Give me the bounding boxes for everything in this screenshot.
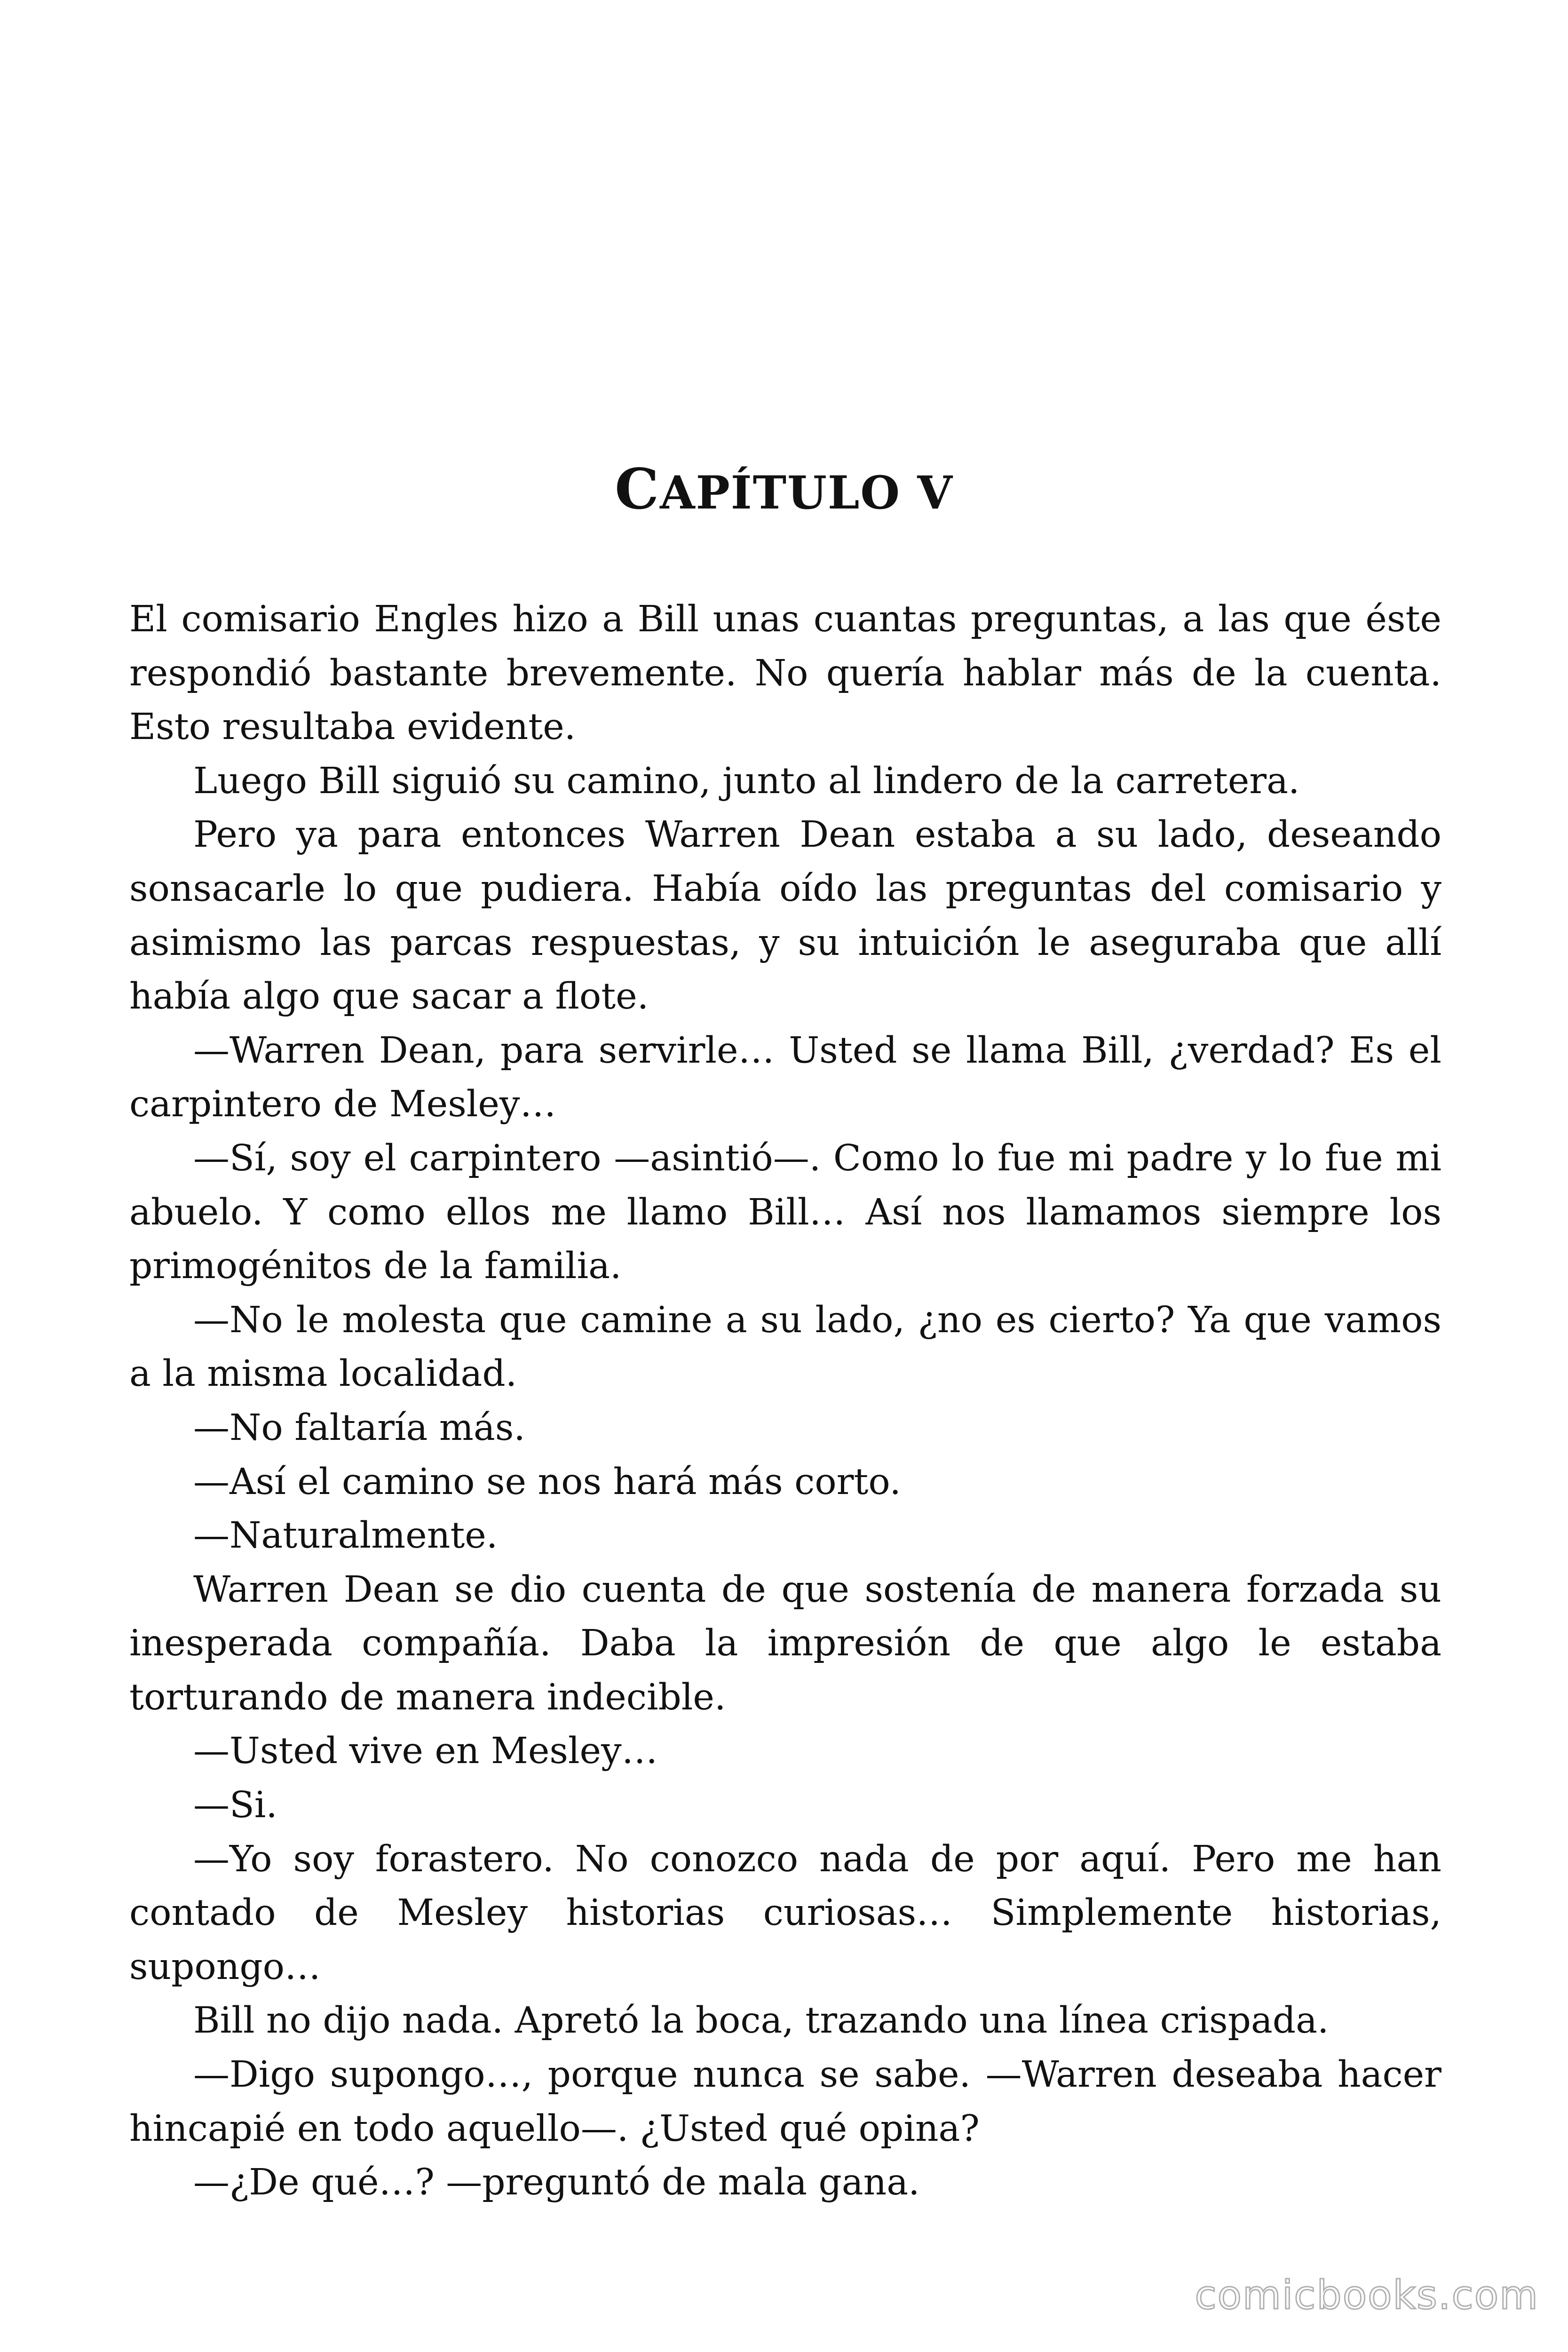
dialogue-paragraph: —Naturalmente. <box>193 1515 498 1557</box>
paragraph: Pero ya para entonces Warren Dean estaba a su lado, deseando sonsacarle lo que pudiera. Había oído las preguntas del comisario y asimismo las parcas respuestas, y su intuición le aseguraba que allí había algo que sacar a flote. <box>129 814 1441 1018</box>
dialogue-paragraph: —Si. <box>193 1784 277 1827</box>
paragraph: El comisario Engles hizo a Bill unas cuantas preguntas, a las que éste respondió bastante brevemente. No quería hablar más de la cuenta. Esto resultaba evidente. <box>129 598 1441 748</box>
paragraph: Warren Dean se dio cuenta de que sostenía de manera forzada su inesperada compañía. Daba la impresión de que algo le estaba torturando de manera indecible. <box>129 1568 1441 1718</box>
dialogue-paragraph: —No le molesta que camine a su lado, ¿no es cierto? Ya que vamos a la misma localidad. <box>129 1299 1441 1395</box>
watermark: comicbooks.com <box>1195 2272 1539 2318</box>
dialogue-paragraph: —Usted vive en Mesley… <box>193 1730 658 1772</box>
paragraph: Bill no dijo nada. Apretó la boca, trazando una línea crispada. <box>193 2000 1329 2042</box>
dialogue-paragraph: —Digo supongo…, porque nunca se sabe. —Warren deseaba hacer hincapié en todo aquello—. ¿Usted qué opina? <box>129 2054 1441 2150</box>
dialogue-paragraph: —Warren Dean, para servirle… Usted se llama Bill, ¿verdad? Es el carpintero de Mesley… <box>129 1029 1441 1126</box>
dialogue-paragraph: —No faltaría más. <box>193 1406 525 1449</box>
dialogue-paragraph: —¿De qué…? —preguntó de mala gana. <box>193 2161 920 2204</box>
paragraph: Luego Bill siguió su camino, junto al lindero de la carretera. <box>193 760 1300 802</box>
dialogue-paragraph: —Yo soy forastero. No conozco nada de por aquí. Pero me han contado de Mesley historias curiosas… Simplemente historias, supongo… <box>129 1838 1441 1988</box>
dialogue-paragraph: —Sí, soy el carpintero —asintió—. Como lo fue mi padre y lo fue mi abuelo. Y como ellos me llamo Bill… Así nos llamamos siempre los primogénitos de la familia. <box>129 1137 1441 1287</box>
chapter-title <box>0 456 1568 522</box>
chapter-title-rest: APÍTULO V <box>660 466 953 519</box>
chapter-body <box>129 593 1441 2210</box>
chapter-title-initial: C <box>615 456 660 522</box>
dialogue-paragraph: —Así el camino se nos hará más corto. <box>193 1461 901 1503</box>
